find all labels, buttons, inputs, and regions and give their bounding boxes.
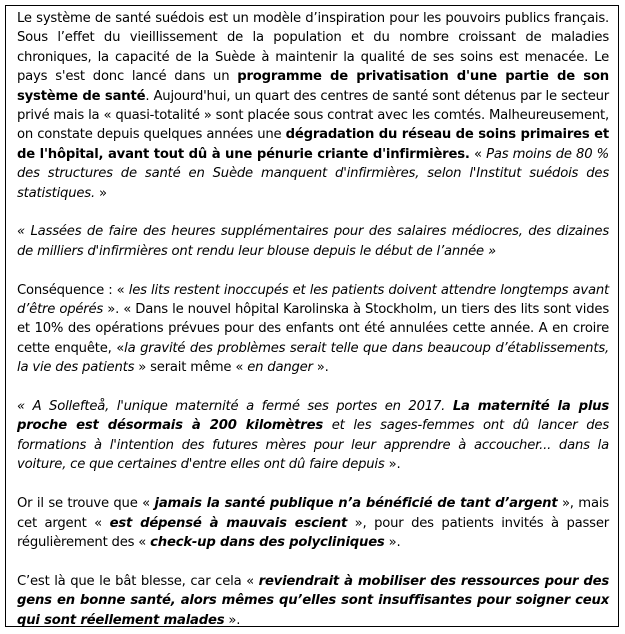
p6-text-a: C’est là que le bât blesse, car cela « xyxy=(17,573,259,589)
paragraph-6 xyxy=(17,572,609,630)
p2-italic-quote: Lassées de faire des heures supplémentaires pour des salaires médiocres, des dizaines de milliers d'infirmières ont rendu leur blouse depuis le début de l’année xyxy=(17,224,610,259)
p3-text-g: ». xyxy=(312,360,329,376)
p5-text-e: », pour des patients invités à passer régulièrement des « xyxy=(17,515,609,550)
p5-bolditalic-checkup: check-up dans des polycliniques xyxy=(150,534,385,550)
p5-text-c: », mais cet argent « xyxy=(17,496,609,531)
p1-text-c: . Aujourd'hui, un quart des centres de santé sont détenus par le secteur privé mais la « quasi-totalité » sont placée sous contrat avec les comtés. Malheureusement, on constate depuis quelques années une xyxy=(17,88,609,143)
p4-italic-c: et les sages-femmes ont dû lancer des formations à l'intention des futures mères pour leur apprendre à accoucher... dans la voiture, ce que certaines d'entre elles ont dû faire depuis xyxy=(17,418,609,473)
p2-quote-close: » xyxy=(483,243,496,259)
p2-quote-open: « xyxy=(17,224,31,240)
p3-italic-lits: les lits restent inoccupés et les patients doivent attendre longtemps avant d’être opérés xyxy=(17,282,609,318)
p3-text-e: » serait même « xyxy=(134,360,248,376)
p4-quote-close: ». xyxy=(384,457,401,473)
p5-text-a: Or il se trouve que « xyxy=(17,496,155,512)
p6-bolditalic-quote: reviendrait à mobiliser des ressources pour des gens en bonne santé, alors mêmes qu’elles sont insuffisantes pour soigner ceux qui sont réellement malades xyxy=(17,573,609,628)
p1-bold-degradation: dégradation du réseau de soins primaires et de l'hôpital, avant tout dû à une pénurie criante d'infirmières. xyxy=(17,127,609,162)
p1-italic-quote: Pas moins de 80 % des structures de santé en Suède manquent d'infirmières, selon l'Institut suédois des statistiques. xyxy=(17,146,609,201)
p3-text-c: ». « Dans le nouvel hôpital Karolinska à Stockholm, un tiers des lits sont vides et 10% des opérations prévues pour des enfants ont été annulées cette année. A en croire cette enquête, « xyxy=(17,302,609,356)
p4-italic-a: « A Sollefteå, l'unique maternité a fermé ses portes en 2017. xyxy=(17,399,453,415)
p3-text-a: Conséquence : « xyxy=(17,282,129,298)
p4-bold-maternite: La maternité la plus proche est désormais à 200 kilomètres xyxy=(17,399,610,434)
p5-bolditalic-jamais: jamais la santé publique n’a bénéficié de tant d’argent xyxy=(154,496,558,512)
paragraph-2 xyxy=(17,222,609,261)
paragraph-3 xyxy=(17,281,609,378)
article-body xyxy=(17,9,609,630)
p3-italic-danger: en danger xyxy=(247,360,313,376)
p5-bolditalic-escient: est dépensé à mauvais escient xyxy=(109,515,348,531)
p1-quote-close: » xyxy=(94,185,107,201)
p1-bold-privatisation: programme de privatisation d'une partie de son système de santé xyxy=(17,69,609,104)
paragraph-4 xyxy=(17,397,609,475)
p5-text-g: ». xyxy=(384,534,401,550)
paragraph-1 xyxy=(17,9,609,203)
paragraph-5 xyxy=(17,494,609,552)
p6-text-c: ». xyxy=(224,612,241,628)
p1-text-a: Le système de santé suédois est un modèle d’inspiration pour les pouvoirs publics français. Sous l’effet du vieillissement de la population et du nombre croissant de maladies chroniques, la capacité de la Suède à maintenir la qualité de ses soins est menacée. Le pays s'est donc lancé dans un xyxy=(17,11,609,85)
p3-italic-gravite: la gravité des problèmes serait telle que dans beaucoup d’établissements, la vie des patients xyxy=(17,340,609,376)
p1-quote-open: « xyxy=(469,146,487,162)
